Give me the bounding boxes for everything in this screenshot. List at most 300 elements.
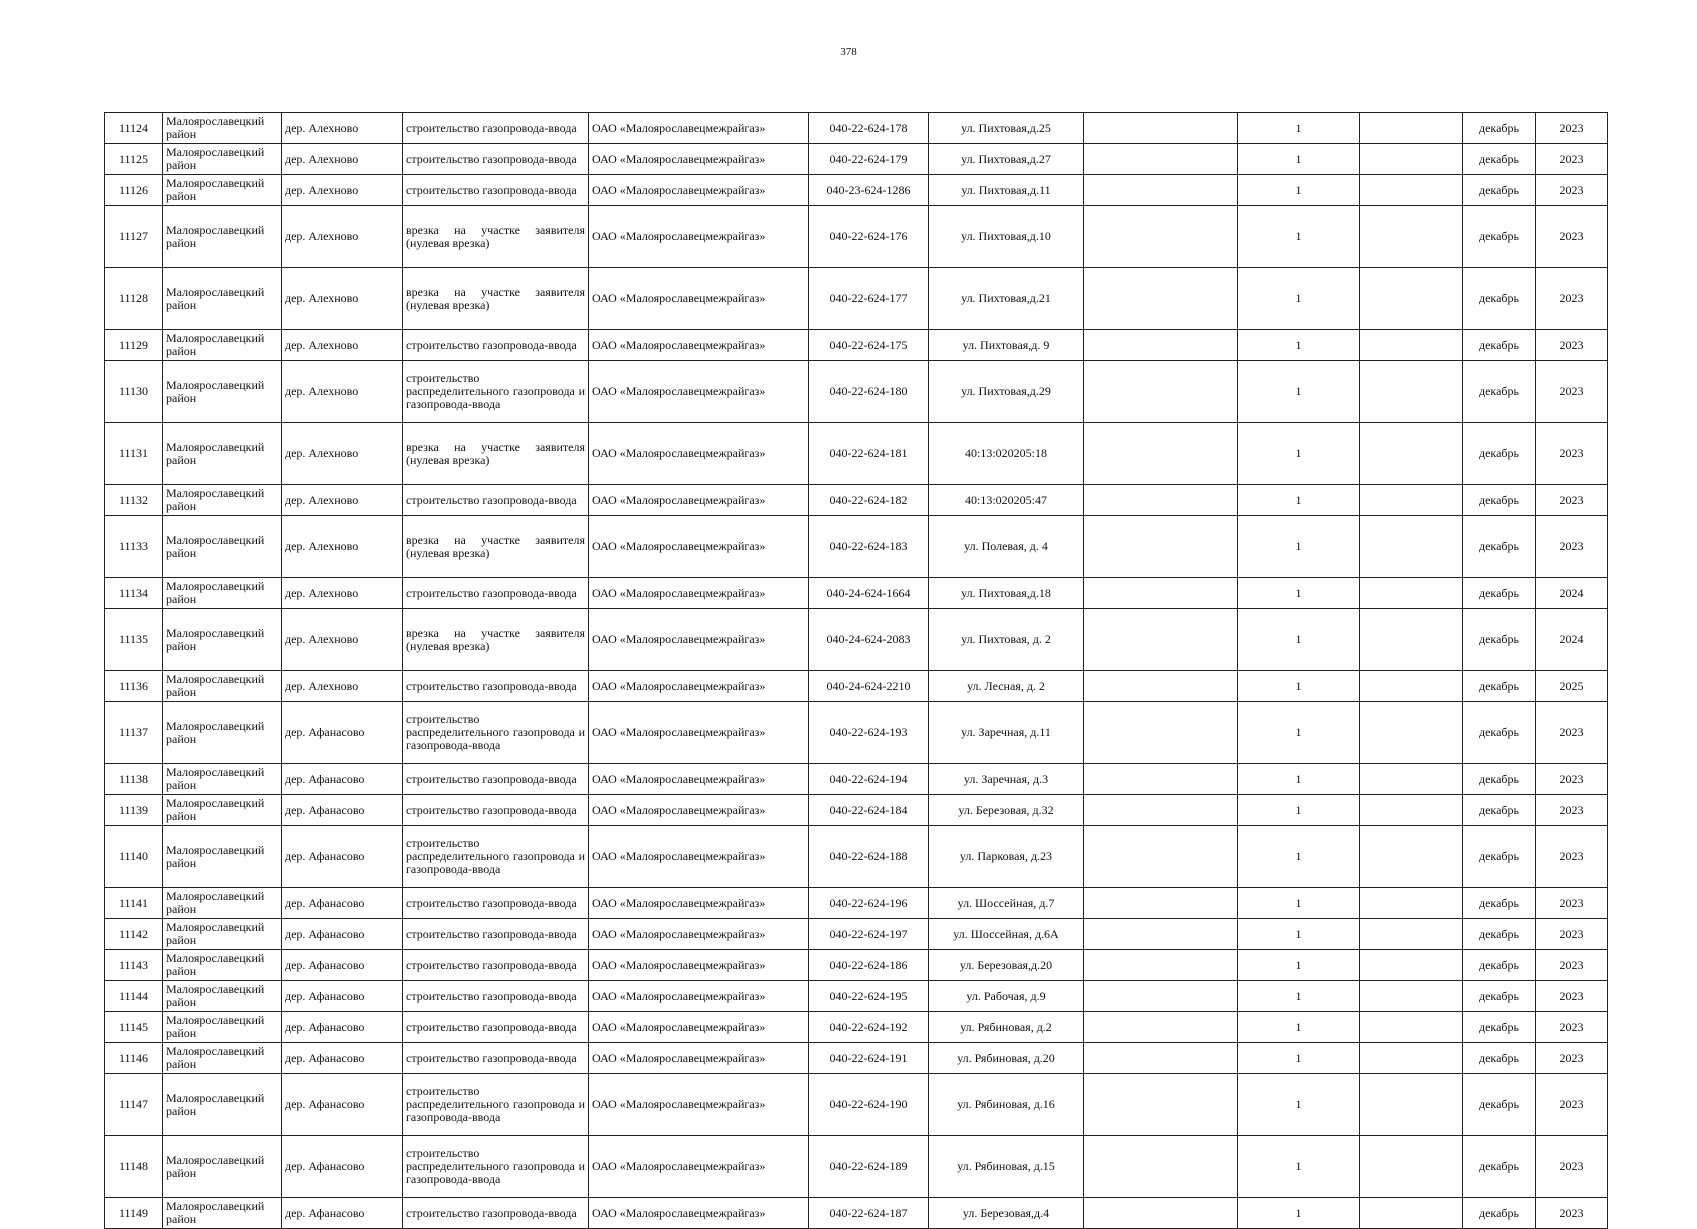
work-type-cell: врезка на участке заявителя (нулевая врезка) (403, 206, 589, 268)
month-cell: декабрь (1463, 485, 1536, 516)
quantity-cell: 1 (1238, 268, 1360, 330)
row-number: 11135 (105, 609, 163, 671)
work-type-cell: строительство газопровода-ввода (403, 888, 589, 919)
quantity-cell: 1 (1238, 888, 1360, 919)
empty-cell (1360, 578, 1463, 609)
year-cell: 2023 (1536, 1043, 1608, 1074)
row-number: 11136 (105, 671, 163, 702)
work-type-cell: врезка на участке заявителя (нулевая врезка) (403, 609, 589, 671)
settlement-cell: дер. Алехново (282, 671, 403, 702)
empty-cell (1084, 1043, 1238, 1074)
empty-cell (1084, 702, 1238, 764)
quantity-cell: 1 (1238, 144, 1360, 175)
organization-cell: ОАО «Малоярославецмежрайгаз» (589, 764, 809, 795)
row-number: 11134 (105, 578, 163, 609)
organization-cell: ОАО «Малоярославецмежрайгаз» (589, 671, 809, 702)
application-code-cell: 040-22-624-197 (809, 919, 929, 950)
district-cell: Малоярославецкий район (163, 826, 282, 888)
row-number: 11140 (105, 826, 163, 888)
table-row (105, 175, 1608, 206)
month-cell: декабрь (1463, 919, 1536, 950)
empty-cell (1084, 888, 1238, 919)
quantity-cell: 1 (1238, 578, 1360, 609)
year-cell: 2023 (1536, 1074, 1608, 1136)
empty-cell (1360, 671, 1463, 702)
settlement-cell: дер. Алехново (282, 206, 403, 268)
district-cell: Малоярославецкий район (163, 1043, 282, 1074)
address-cell: ул. Заречная, д.3 (929, 764, 1084, 795)
application-code-cell: 040-22-624-192 (809, 1012, 929, 1043)
settlement-cell: дер. Алехново (282, 175, 403, 206)
empty-cell (1360, 1074, 1463, 1136)
district-cell: Малоярославецкий район (163, 609, 282, 671)
quantity-cell: 1 (1238, 826, 1360, 888)
month-cell: декабрь (1463, 950, 1536, 981)
table-row (105, 888, 1608, 919)
page-number: 378 (840, 46, 857, 58)
empty-cell (1360, 1043, 1463, 1074)
row-number: 11142 (105, 919, 163, 950)
empty-cell (1360, 888, 1463, 919)
empty-cell (1360, 516, 1463, 578)
district-cell: Малоярославецкий район (163, 144, 282, 175)
address-cell: ул. Березовая,д.4 (929, 1198, 1084, 1229)
organization-cell: ОАО «Малоярославецмежрайгаз» (589, 175, 809, 206)
settlement-cell: дер. Афанасово (282, 888, 403, 919)
settlement-cell: дер. Алехново (282, 423, 403, 485)
organization-cell: ОАО «Малоярославецмежрайгаз» (589, 1136, 809, 1198)
application-code-cell: 040-22-624-190 (809, 1074, 929, 1136)
district-cell: Малоярославецкий район (163, 950, 282, 981)
table-row (105, 919, 1608, 950)
empty-cell (1360, 361, 1463, 423)
table-row (105, 206, 1608, 268)
table-row (105, 826, 1608, 888)
district-cell: Малоярославецкий район (163, 888, 282, 919)
application-code-cell: 040-24-624-2083 (809, 609, 929, 671)
year-cell: 2023 (1536, 423, 1608, 485)
gas-connection-table (104, 112, 1608, 1229)
table-row (105, 144, 1608, 175)
table-row (105, 578, 1608, 609)
year-cell: 2023 (1536, 361, 1608, 423)
settlement-cell: дер. Афанасово (282, 1074, 403, 1136)
year-cell: 2023 (1536, 950, 1608, 981)
row-number: 11130 (105, 361, 163, 423)
settlement-cell: дер. Афанасово (282, 950, 403, 981)
work-type-cell: строительство газопровода-ввода (403, 950, 589, 981)
quantity-cell: 1 (1238, 516, 1360, 578)
settlement-cell: дер. Алехново (282, 144, 403, 175)
address-cell: ул. Березовая, д.32 (929, 795, 1084, 826)
district-cell: Малоярославецкий район (163, 1198, 282, 1229)
year-cell: 2025 (1536, 671, 1608, 702)
work-type-cell: строительство распределительного газопровода и газопровода-ввода (403, 826, 589, 888)
year-cell: 2023 (1536, 175, 1608, 206)
quantity-cell: 1 (1238, 1136, 1360, 1198)
table-row (105, 795, 1608, 826)
application-code-cell: 040-22-624-196 (809, 888, 929, 919)
empty-cell (1084, 826, 1238, 888)
empty-cell (1084, 516, 1238, 578)
month-cell: декабрь (1463, 361, 1536, 423)
row-number: 11124 (105, 113, 163, 144)
year-cell: 2023 (1536, 144, 1608, 175)
month-cell: декабрь (1463, 888, 1536, 919)
address-cell: ул. Березовая,д.20 (929, 950, 1084, 981)
district-cell: Малоярославецкий район (163, 206, 282, 268)
address-cell: ул. Лесная, д. 2 (929, 671, 1084, 702)
district-cell: Малоярославецкий район (163, 671, 282, 702)
year-cell: 2023 (1536, 268, 1608, 330)
district-cell: Малоярославецкий район (163, 702, 282, 764)
district-cell: Малоярославецкий район (163, 113, 282, 144)
work-type-cell: строительство распределительного газопровода и газопровода-ввода (403, 361, 589, 423)
address-cell: ул. Шоссейная, д.7 (929, 888, 1084, 919)
empty-cell (1360, 206, 1463, 268)
empty-cell (1360, 609, 1463, 671)
year-cell: 2023 (1536, 919, 1608, 950)
empty-cell (1084, 764, 1238, 795)
settlement-cell: дер. Афанасово (282, 1012, 403, 1043)
quantity-cell: 1 (1238, 361, 1360, 423)
month-cell: декабрь (1463, 516, 1536, 578)
month-cell: декабрь (1463, 113, 1536, 144)
month-cell: декабрь (1463, 1198, 1536, 1229)
settlement-cell: дер. Афанасово (282, 764, 403, 795)
work-type-cell: строительство газопровода-ввода (403, 764, 589, 795)
quantity-cell: 1 (1238, 702, 1360, 764)
empty-cell (1360, 144, 1463, 175)
organization-cell: ОАО «Малоярославецмежрайгаз» (589, 981, 809, 1012)
address-cell: ул. Рябиновая, д.2 (929, 1012, 1084, 1043)
district-cell: Малоярославецкий район (163, 330, 282, 361)
organization-cell: ОАО «Малоярославецмежрайгаз» (589, 423, 809, 485)
work-type-cell: строительство газопровода-ввода (403, 113, 589, 144)
empty-cell (1084, 578, 1238, 609)
address-cell: ул. Парковая, д.23 (929, 826, 1084, 888)
address-cell: ул. Шоссейная, д.6А (929, 919, 1084, 950)
organization-cell: ОАО «Малоярославецмежрайгаз» (589, 1074, 809, 1136)
table-row (105, 1074, 1608, 1136)
row-number: 11132 (105, 485, 163, 516)
quantity-cell: 1 (1238, 950, 1360, 981)
empty-cell (1360, 1012, 1463, 1043)
year-cell: 2023 (1536, 981, 1608, 1012)
month-cell: декабрь (1463, 981, 1536, 1012)
empty-cell (1084, 1012, 1238, 1043)
quantity-cell: 1 (1238, 113, 1360, 144)
address-cell: ул. Пихтовая,д.11 (929, 175, 1084, 206)
organization-cell: ОАО «Малоярославецмежрайгаз» (589, 1043, 809, 1074)
empty-cell (1084, 423, 1238, 485)
year-cell: 2023 (1536, 702, 1608, 764)
work-type-cell: строительство газопровода-ввода (403, 578, 589, 609)
empty-cell (1360, 1198, 1463, 1229)
settlement-cell: дер. Афанасово (282, 826, 403, 888)
table-row (105, 764, 1608, 795)
table-row (105, 609, 1608, 671)
empty-cell (1084, 1074, 1238, 1136)
row-number: 11139 (105, 795, 163, 826)
organization-cell: ОАО «Малоярославецмежрайгаз» (589, 578, 809, 609)
month-cell: декабрь (1463, 330, 1536, 361)
application-code-cell: 040-22-624-179 (809, 144, 929, 175)
settlement-cell: дер. Алехново (282, 516, 403, 578)
district-cell: Малоярославецкий район (163, 795, 282, 826)
organization-cell: ОАО «Малоярославецмежрайгаз» (589, 144, 809, 175)
district-cell: Малоярославецкий район (163, 485, 282, 516)
district-cell: Малоярославецкий район (163, 981, 282, 1012)
address-cell: 40:13:020205:18 (929, 423, 1084, 485)
address-cell: ул. Пихтовая,д.21 (929, 268, 1084, 330)
settlement-cell: дер. Афанасово (282, 981, 403, 1012)
table-row (105, 702, 1608, 764)
month-cell: декабрь (1463, 826, 1536, 888)
empty-cell (1360, 826, 1463, 888)
empty-cell (1084, 485, 1238, 516)
address-cell: ул. Рябиновая, д.15 (929, 1136, 1084, 1198)
settlement-cell: дер. Алехново (282, 268, 403, 330)
table-row (105, 361, 1608, 423)
address-cell: ул. Пихтовая,д. 9 (929, 330, 1084, 361)
table-row (105, 330, 1608, 361)
empty-cell (1084, 981, 1238, 1012)
application-code-cell: 040-23-624-1286 (809, 175, 929, 206)
address-cell: ул. Пихтовая,д.18 (929, 578, 1084, 609)
row-number: 11131 (105, 423, 163, 485)
address-cell: ул. Рябиновая, д.20 (929, 1043, 1084, 1074)
month-cell: декабрь (1463, 702, 1536, 764)
address-cell: ул. Пихтовая,д.25 (929, 113, 1084, 144)
table-row (105, 1043, 1608, 1074)
empty-cell (1084, 919, 1238, 950)
application-code-cell: 040-22-624-184 (809, 795, 929, 826)
year-cell: 2023 (1536, 826, 1608, 888)
work-type-cell: врезка на участке заявителя (нулевая врезка) (403, 268, 589, 330)
organization-cell: ОАО «Малоярославецмежрайгаз» (589, 1198, 809, 1229)
empty-cell (1360, 981, 1463, 1012)
empty-cell (1084, 671, 1238, 702)
quantity-cell: 1 (1238, 206, 1360, 268)
year-cell: 2023 (1536, 764, 1608, 795)
work-type-cell: строительство газопровода-ввода (403, 919, 589, 950)
year-cell: 2023 (1536, 1198, 1608, 1229)
empty-cell (1084, 144, 1238, 175)
empty-cell (1360, 485, 1463, 516)
quantity-cell: 1 (1238, 981, 1360, 1012)
month-cell: декабрь (1463, 423, 1536, 485)
table-row (105, 423, 1608, 485)
application-code-cell: 040-22-624-176 (809, 206, 929, 268)
month-cell: декабрь (1463, 609, 1536, 671)
address-cell: ул. Заречная, д.11 (929, 702, 1084, 764)
month-cell: декабрь (1463, 1074, 1536, 1136)
organization-cell: ОАО «Малоярославецмежрайгаз» (589, 795, 809, 826)
empty-cell (1084, 175, 1238, 206)
address-cell: ул. Рабочая, д.9 (929, 981, 1084, 1012)
quantity-cell: 1 (1238, 1043, 1360, 1074)
quantity-cell: 1 (1238, 795, 1360, 826)
application-code-cell: 040-22-624-181 (809, 423, 929, 485)
empty-cell (1084, 361, 1238, 423)
empty-cell (1084, 206, 1238, 268)
row-number: 11145 (105, 1012, 163, 1043)
empty-cell (1360, 795, 1463, 826)
empty-cell (1360, 950, 1463, 981)
district-cell: Малоярославецкий район (163, 919, 282, 950)
district-cell: Малоярославецкий район (163, 764, 282, 795)
empty-cell (1360, 423, 1463, 485)
table-row (105, 1012, 1608, 1043)
work-type-cell: строительство газопровода-ввода (403, 795, 589, 826)
quantity-cell: 1 (1238, 1012, 1360, 1043)
organization-cell: ОАО «Малоярославецмежрайгаз» (589, 113, 809, 144)
year-cell: 2023 (1536, 1136, 1608, 1198)
year-cell: 2023 (1536, 795, 1608, 826)
row-number: 11144 (105, 981, 163, 1012)
year-cell: 2023 (1536, 485, 1608, 516)
application-code-cell: 040-22-624-183 (809, 516, 929, 578)
month-cell: декабрь (1463, 206, 1536, 268)
application-code-cell: 040-22-624-194 (809, 764, 929, 795)
row-number: 11141 (105, 888, 163, 919)
organization-cell: ОАО «Малоярославецмежрайгаз» (589, 361, 809, 423)
application-code-cell: 040-22-624-186 (809, 950, 929, 981)
row-number: 11138 (105, 764, 163, 795)
row-number: 11143 (105, 950, 163, 981)
month-cell: декабрь (1463, 1043, 1536, 1074)
empty-cell (1084, 950, 1238, 981)
empty-cell (1360, 330, 1463, 361)
year-cell: 2023 (1536, 888, 1608, 919)
row-number: 11125 (105, 144, 163, 175)
address-cell: ул. Пихтовая,д.10 (929, 206, 1084, 268)
empty-cell (1360, 268, 1463, 330)
settlement-cell: дер. Афанасово (282, 795, 403, 826)
district-cell: Малоярославецкий район (163, 1136, 282, 1198)
quantity-cell: 1 (1238, 609, 1360, 671)
table-body (105, 113, 1608, 1229)
month-cell: декабрь (1463, 671, 1536, 702)
row-number: 11146 (105, 1043, 163, 1074)
work-type-cell: строительство газопровода-ввода (403, 330, 589, 361)
quantity-cell: 1 (1238, 764, 1360, 795)
row-number: 11147 (105, 1074, 163, 1136)
district-cell: Малоярославецкий район (163, 1012, 282, 1043)
application-code-cell: 040-24-624-2210 (809, 671, 929, 702)
application-code-cell: 040-22-624-188 (809, 826, 929, 888)
settlement-cell: дер. Афанасово (282, 1198, 403, 1229)
settlement-cell: дер. Алехново (282, 361, 403, 423)
table-row (105, 1198, 1608, 1229)
empty-cell (1084, 1198, 1238, 1229)
organization-cell: ОАО «Малоярославецмежрайгаз» (589, 702, 809, 764)
work-type-cell: строительство газопровода-ввода (403, 1012, 589, 1043)
district-cell: Малоярославецкий район (163, 516, 282, 578)
month-cell: декабрь (1463, 764, 1536, 795)
organization-cell: ОАО «Малоярославецмежрайгаз» (589, 516, 809, 578)
row-number: 11149 (105, 1198, 163, 1229)
district-cell: Малоярославецкий район (163, 268, 282, 330)
address-cell: ул. Пихтовая,д.27 (929, 144, 1084, 175)
organization-cell: ОАО «Малоярославецмежрайгаз» (589, 268, 809, 330)
application-code-cell: 040-22-624-191 (809, 1043, 929, 1074)
settlement-cell: дер. Алехново (282, 330, 403, 361)
month-cell: декабрь (1463, 578, 1536, 609)
empty-cell (1360, 764, 1463, 795)
application-code-cell: 040-22-624-177 (809, 268, 929, 330)
row-number: 11129 (105, 330, 163, 361)
district-cell: Малоярославецкий район (163, 578, 282, 609)
organization-cell: ОАО «Малоярославецмежрайгаз» (589, 919, 809, 950)
year-cell: 2023 (1536, 516, 1608, 578)
month-cell: декабрь (1463, 268, 1536, 330)
year-cell: 2023 (1536, 113, 1608, 144)
empty-cell (1360, 702, 1463, 764)
settlement-cell: дер. Афанасово (282, 1043, 403, 1074)
table-row (105, 671, 1608, 702)
organization-cell: ОАО «Малоярославецмежрайгаз» (589, 826, 809, 888)
table-row (105, 981, 1608, 1012)
table-row (105, 268, 1608, 330)
application-code-cell: 040-22-624-193 (809, 702, 929, 764)
work-type-cell: строительство распределительного газопровода и газопровода-ввода (403, 1136, 589, 1198)
organization-cell: ОАО «Малоярославецмежрайгаз» (589, 888, 809, 919)
month-cell: декабрь (1463, 144, 1536, 175)
work-type-cell: строительство распределительного газопровода и газопровода-ввода (403, 1074, 589, 1136)
month-cell: декабрь (1463, 1136, 1536, 1198)
table-row (105, 113, 1608, 144)
work-type-cell: врезка на участке заявителя (нулевая врезка) (403, 423, 589, 485)
application-code-cell: 040-22-624-182 (809, 485, 929, 516)
empty-cell (1360, 175, 1463, 206)
row-number: 11126 (105, 175, 163, 206)
work-type-cell: строительство газопровода-ввода (403, 1043, 589, 1074)
year-cell: 2024 (1536, 609, 1608, 671)
year-cell: 2024 (1536, 578, 1608, 609)
table-row (105, 950, 1608, 981)
empty-cell (1084, 795, 1238, 826)
quantity-cell: 1 (1238, 1074, 1360, 1136)
district-cell: Малоярославецкий район (163, 361, 282, 423)
application-code-cell: 040-24-624-1664 (809, 578, 929, 609)
quantity-cell: 1 (1238, 671, 1360, 702)
row-number: 11128 (105, 268, 163, 330)
empty-cell (1084, 330, 1238, 361)
organization-cell: ОАО «Малоярославецмежрайгаз» (589, 330, 809, 361)
address-cell: ул. Пихтовая, д. 2 (929, 609, 1084, 671)
organization-cell: ОАО «Малоярославецмежрайгаз» (589, 950, 809, 981)
year-cell: 2023 (1536, 1012, 1608, 1043)
settlement-cell: дер. Алехново (282, 113, 403, 144)
table-row (105, 1136, 1608, 1198)
application-code-cell: 040-22-624-180 (809, 361, 929, 423)
empty-cell (1084, 1136, 1238, 1198)
application-code-cell: 040-22-624-189 (809, 1136, 929, 1198)
empty-cell (1084, 268, 1238, 330)
organization-cell: ОАО «Малоярославецмежрайгаз» (589, 206, 809, 268)
settlement-cell: дер. Алехново (282, 485, 403, 516)
empty-cell (1084, 113, 1238, 144)
organization-cell: ОАО «Малоярославецмежрайгаз» (589, 609, 809, 671)
empty-cell (1360, 113, 1463, 144)
row-number: 11133 (105, 516, 163, 578)
row-number: 11137 (105, 702, 163, 764)
district-cell: Малоярославецкий район (163, 423, 282, 485)
table-row (105, 516, 1608, 578)
address-cell: ул. Рябиновая, д.16 (929, 1074, 1084, 1136)
